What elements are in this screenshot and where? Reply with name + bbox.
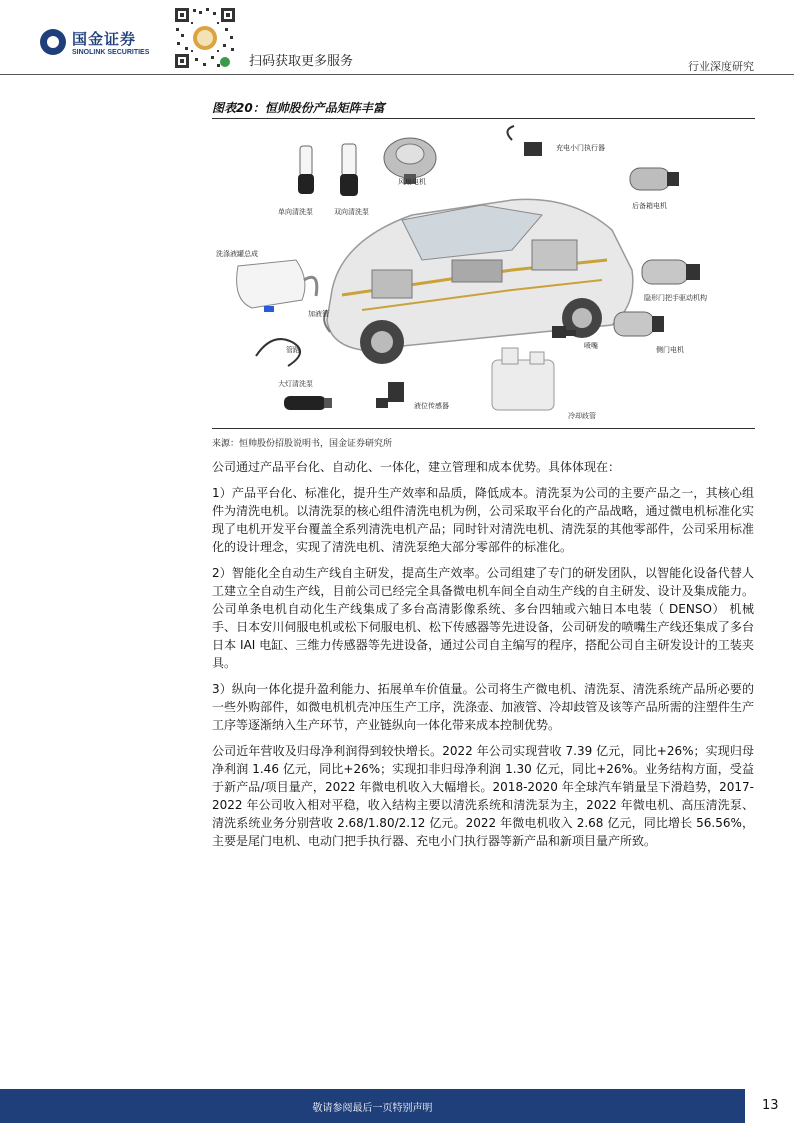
car-illustration — [324, 199, 633, 364]
label-pipe: 管路 — [286, 346, 300, 354]
figure-top-rule — [212, 118, 755, 119]
label-single-pump: 单向清洗泵 — [278, 208, 313, 216]
logo-en: SINOLINK SECURITIES — [72, 49, 150, 56]
charge-door-actuator-icon — [507, 126, 542, 156]
label-hidden-handle: 隐形门把手驱动机构 — [644, 294, 707, 302]
label-filler: 加液管 — [308, 310, 329, 318]
side-door-motor-icon — [614, 312, 664, 336]
paragraph-intro: 公司通过产品平台化、自动化、一体化，建立管理和成本优势。具体体现在： — [212, 460, 621, 474]
footer-disclaimer[interactable]: 敬请参阅最后一页特别声明 — [312, 1103, 433, 1114]
label-charge-door: 充电小门执行器 — [556, 144, 605, 152]
report-type: 行业深度研究 — [688, 60, 754, 73]
hidden-handle-mechanism-icon — [642, 260, 700, 284]
figure-bottom-rule — [212, 428, 755, 429]
body-text — [212, 458, 754, 858]
label-reservoir: 洗涤液罐总成 — [216, 250, 258, 258]
header-divider — [0, 74, 794, 75]
label-cooling-manifold: 冷却歧管 — [568, 412, 596, 420]
double-pump-icon — [340, 144, 358, 196]
label-headlamp-pump: 大灯清洗泵 — [278, 380, 313, 388]
product-matrix-figure — [212, 120, 755, 427]
single-pump-icon — [298, 146, 314, 194]
paragraph-integration: 3）纵向一体化提升盈利能力、拓展单车价值量。公司将生产微电机、清洗泵、清洗系统产品所必要的一些外购部件，如微电机机壳冲压生产工序，洗涤壶、加液管、冷却歧管及该等产品所需的注塑件生产工序等逐渐纳入生产环节，产业链纵向一体化带来成本控制优势。 — [212, 682, 754, 732]
label-double-pump: 双向清洗泵 — [334, 208, 369, 216]
qr-label: 扫码获取更多服务 — [249, 54, 354, 69]
label-nozzle: 喷嘴 — [584, 342, 598, 350]
qr-code-icon[interactable] — [173, 6, 237, 70]
figure-title: 图表20：恒帅股份产品矩阵丰富 — [212, 101, 385, 115]
logo-cn: 国金证券 — [72, 30, 137, 48]
cooling-manifold-icon — [492, 348, 554, 410]
reservoir-icon — [237, 260, 317, 312]
company-logo — [40, 28, 149, 56]
level-sensor-icon — [376, 382, 404, 408]
page-number: 13 — [762, 1098, 779, 1113]
figure-source: 来源：恒帅股份招股说明书，国金证券研究所 — [212, 439, 393, 449]
label-trunk-motor: 后备箱电机 — [632, 202, 667, 210]
label-side-door: 侧门电机 — [656, 346, 684, 354]
paragraph-automation: 2）智能化全自动生产线自主研发，提高生产效率。公司组建了专门的研发团队，以智能化设备代替人工建立全自动生产线，目前公司已经完全具备微电机车间全自动生产线的自主研发、设计及集成能力。公司单条电机自动化生产线集成了多台高清影像系统、多台四轴或六轴日本电装（ DENSO） 机械手、日本安川伺服电机或松下伺服电机、松下传感器等先进设备，公司研发的喷嘴生产线还集成了多台日本 IAI 电缸、三维力传感器等先进设备，通过公司自主编写的程序，搭配公司自主研发设计的工装夹具。 — [212, 566, 754, 670]
label-fan-motor: 风扇电机 — [398, 178, 426, 186]
trunk-motor-icon — [630, 168, 679, 190]
logo-mark-icon — [40, 29, 66, 55]
paragraph-financials: 公司近年营收及归母净利润得到较快增长。2022 年公司实现营收 7.39 亿元，同比+26%；实现归母净利润 1.46 亿元，同比+26%；实现扣非归母净利润 1.30 亿元，同比+26%。业务结构方面，受益于新产品/项目量产，2022 年微电机收入大幅增长。2018-2020 年全球汽车销量呈下滑趋势，2017-2022 年公司收入相对平稳，收入结构主要以清洗系统和清洗泵为主，2022 年微电机、高压清洗泵、清洗系统业务分别营收 2.68/1.80/2.12 亿元。2022 年微电机收入 2.68 亿元，同比增长 56.56%，主要是尾门电机、电动门把手执行器、充电小门执行器等新产品和新项目量产所致。 — [212, 744, 754, 848]
paragraph-platform: 1）产品平台化、标准化，提升生产效率和品质，降低成本。清洗泵为公司的主要产品之一，其核心组件为清洗电机。以清洗泵的核心组件清洗电机为例，公司采取平台化的产品战略，通过微电机标准化实现了电机开发平台覆盖全系列清洗电机产品；同时针对清洗电机、清洗泵的其他零部件，公司采用标准化的设计理念，实现了清洗电机、清洗泵绝大部分零部件的标准化。 — [212, 486, 754, 554]
headlamp-pump-icon — [284, 396, 332, 410]
label-level-sensor: 液位传感器 — [414, 402, 449, 410]
